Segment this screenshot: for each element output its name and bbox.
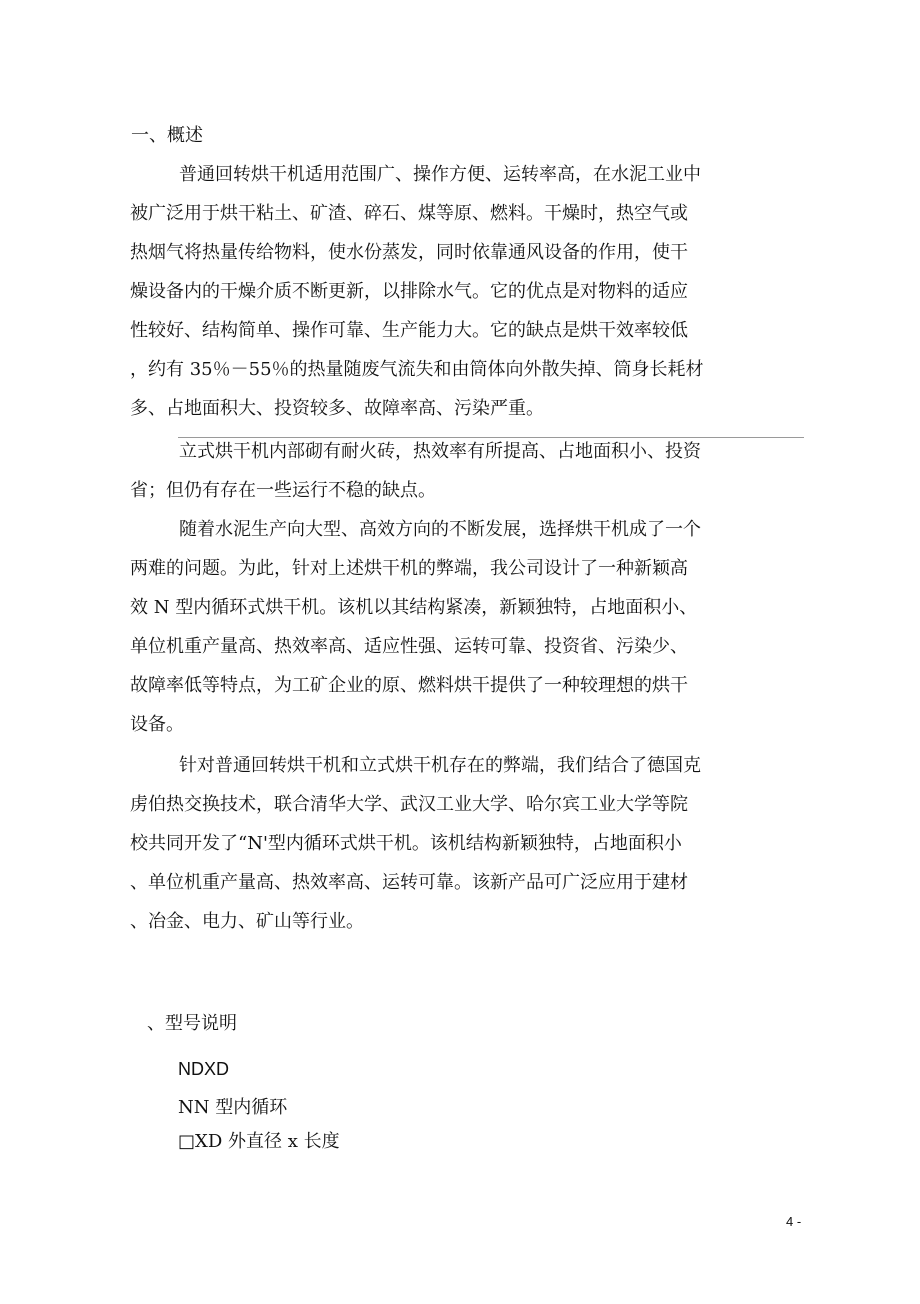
- text-line: 单位机重产量高、热效率高、适应性强、运转可靠、投资省、污染少、: [130, 636, 688, 657]
- section-heading-overview: 一、概述: [131, 125, 203, 146]
- text-line: 效 N 型内循环式烘干机。该机以其结构紧凑，新颖独特，占地面积小、: [130, 597, 698, 618]
- text-line: 多、占地面积大、投资较多、故障率高、污染严重。: [130, 398, 544, 419]
- text-line: 两难的问题。为此，针对上述烘干机的弊端，我公司设计了一种新颖高: [130, 558, 688, 579]
- text-line: 随着水泥生产向大型、高效方向的不断发展，选择烘干机成了一个: [179, 519, 701, 540]
- text-line: 被广泛用于烘干粘土、矿渣、碎石、煤等原、燃料。干燥时，热空气或: [130, 203, 688, 224]
- text-line: 普通回转烘干机适用范围广、操作方便、运转率高，在水泥工业中: [179, 164, 701, 185]
- text-line: 立式烘干机内部砌有耐火砖，热效率有所提高、占地面积小、投资: [179, 441, 701, 462]
- model-line-type: NN 型内循环: [178, 1097, 288, 1118]
- text-line: 燥设备内的干燥介质不断更新，以排除水气。它的优点是对物料的适应: [130, 281, 688, 302]
- paragraph-vertical-dryer: [130, 432, 720, 510]
- paragraph-development: [130, 746, 720, 941]
- section-heading-model: 、型号说明: [147, 1013, 237, 1034]
- text-line: ，约有 35％－55％的热量随废气流失和由筒体向外散失掉、筒身长耗材: [130, 359, 704, 380]
- text-line: 设备。: [130, 714, 184, 735]
- model-line-dimension: □XD 外直径 x 长度: [178, 1131, 340, 1152]
- text-line: 、单位机重产量高、热效率高、运转可靠。该新产品可广泛应用于建材: [130, 872, 688, 893]
- text-line: 虏伯热交换技术，联合清华大学、武汉工业大学、哈尔宾工业大学等院: [130, 794, 688, 815]
- model-code: NDXD: [178, 1059, 230, 1079]
- text-line: 故障率低等特点，为工矿企业的原、燃料烘干提供了一种较理想的烘干: [130, 675, 688, 696]
- text-line: 省；但仍有存在一些运行不稳的缺点。: [130, 480, 436, 501]
- text-line: 针对普通回转烘干机和立式烘干机存在的弊端，我们结合了德国克: [179, 755, 701, 776]
- page-number: 4 -: [786, 1214, 802, 1229]
- text-line: 校共同开发了“N'型内循环式烘干机。该机结构新颖独特，占地面积小: [130, 833, 682, 854]
- text-line: 性较好、结构简单、操作可靠、生产能力大。它的缺点是烘干效率较低: [130, 320, 688, 341]
- text-line: 、冶金、电力、矿山等行业。: [130, 911, 364, 932]
- paragraph-new-dryer: [130, 510, 720, 744]
- paragraph-rotary-dryer: [130, 155, 720, 428]
- text-line: 热烟气将热量传给物料，使水份蒸发，同时依靠通风设备的作用，使干: [130, 242, 688, 263]
